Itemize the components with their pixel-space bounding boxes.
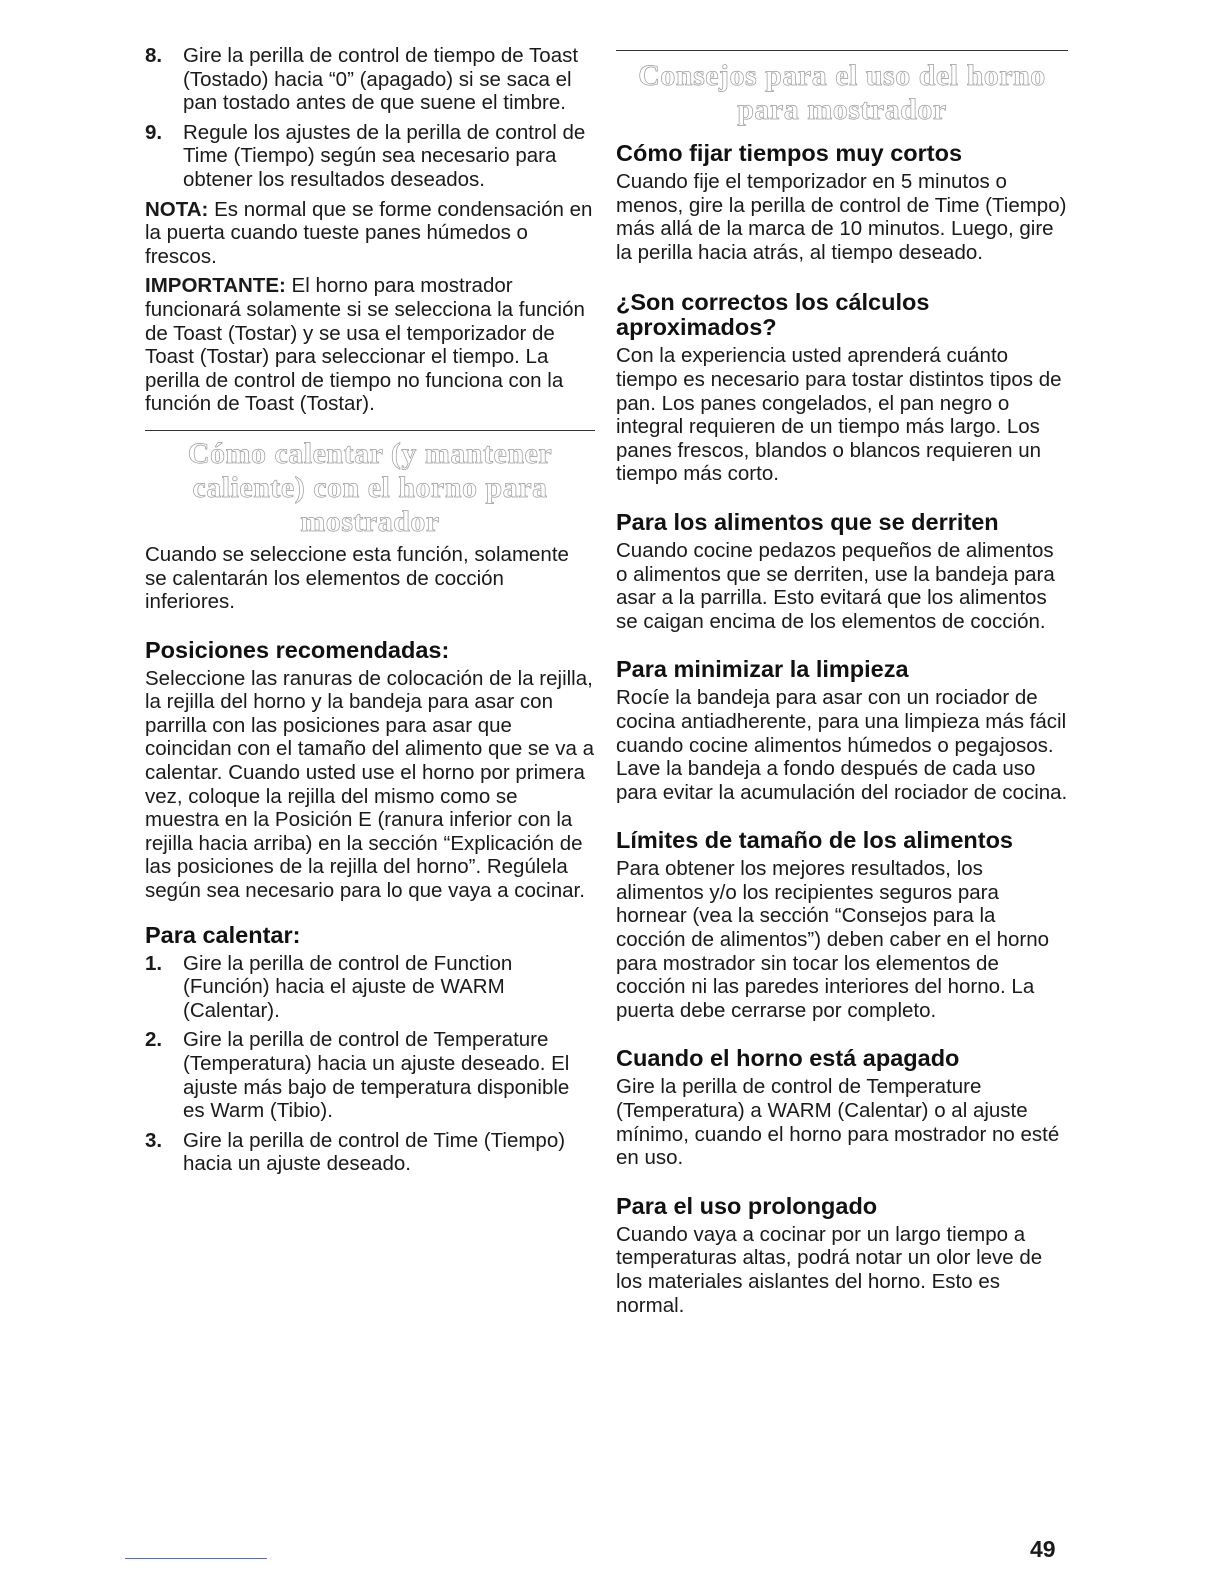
section-divider [145, 430, 595, 431]
important-text: El horno para mostrador funcionará solamente si se selecciona la función de Toast (Tostar) y se usa el temporizador de Toast (Tostar) para seleccionar el tiempo. La perilla de control de tiempo no funciona con la función de Toast (Tostar). [145, 274, 585, 416]
tip-block [616, 657, 1068, 804]
tip-text: Cuando cocine pedazos pequeños de alimentos o alimentos que se derriten, use la bandeja para asar a la parrilla. Esto evitará que los alimentos se caigan encima de los elementos de cocción. [616, 538, 1055, 633]
tip-text: Gire la perilla de control de Temperature (Temperatura) a WARM (Calentar) o al ajuste mínimo, cuando el horno para mostrador no esté en uso. [616, 1075, 1060, 1170]
list-item-step-9 [145, 121, 595, 192]
tip-block [616, 510, 1068, 633]
right-column [616, 50, 1068, 1317]
tip-text: Para obtener los mejores resultados, los alimentos y/o los recipientes seguros para hornear (vea la sección “Consejos para la cocción de alimentos”) deben caber en el horno para mostrador sin tocar los elementos de cocción ni las paredes interiores del horno. La puerta debe cerrarse por completo. [616, 857, 1050, 1022]
footer-line [125, 1558, 267, 1559]
warming-heading: Para calentar: [145, 921, 301, 948]
left-column [145, 44, 595, 1182]
tip-block [616, 1046, 1068, 1169]
tip-text: Cuando fije el temporizador en 5 minutos o menos, gire la perilla de control de Time (Tiempo) más allá de la marca de 10 minutos. Luego, gire la perilla hacia atrás, al tiempo deseado. [616, 170, 1067, 264]
important-paragraph [145, 274, 595, 416]
tip-block [616, 141, 1068, 264]
step-number: 1. [145, 951, 163, 975]
list-item-step-3 [145, 1129, 595, 1176]
step-text: Gire la perilla de control de Time (Tiempo) hacia un ajuste deseado. [183, 1128, 566, 1176]
tip-heading: Límites de tamaño de los alimentos [616, 827, 1013, 854]
section-title-tips: Consejos para el uso del horno para mostrador [638, 59, 1046, 126]
tip-block [616, 828, 1068, 1022]
tip-block [616, 1194, 1068, 1317]
warm-intro-paragraph: Cuando se seleccione esta función, solamente se calentarán los elementos de cocción inferiores. [145, 542, 569, 614]
step-number: 8. [145, 44, 163, 67]
tip-block [616, 290, 1068, 486]
positions-paragraph: Seleccione las ranuras de colocación de la rejilla, la rejilla del horno y la bandeja para asar con parrilla con las posiciones para asar que coincidan con el tamaño del alimento que se va a calentar. Cuando usted use el horno por primera vez, coloque la rejilla del mismo como se muestra en la Posición E (ranura inferior con la rejilla hacia arriba) en la sección “Explicación de las posiciones de la rejilla del horno”. Regúlela según sea necesario para lo que vaya a cocinar. [145, 666, 595, 903]
step-text: Regule los ajustes de la perilla de control de Time (Tiempo) según sea necesario para obtener los resultados deseados. [183, 120, 586, 191]
step-number: 9. [145, 120, 163, 144]
page-number: 49 [1030, 1536, 1056, 1562]
tip-heading: Cuando el horno está apagado [616, 1045, 960, 1072]
tip-heading: Para el uso prolongado [616, 1192, 878, 1219]
step-number: 2. [145, 1028, 163, 1052]
step-number: 3. [145, 1128, 163, 1152]
positions-heading: Posiciones recomendadas: [145, 636, 450, 663]
tip-text: Cuando vaya a cocinar por un largo tiempo a temperaturas altas, podrá notar un olor leve de los materiales aislantes del horno. Esto es normal. [616, 1222, 1043, 1317]
tip-heading: Para los alimentos que se derriten [616, 508, 999, 535]
tip-heading: Para minimizar la limpieza [616, 656, 909, 683]
list-item-step-8 [145, 44, 595, 115]
tip-text: Con la experiencia usted aprenderá cuánto tiempo es necesario para tostar distintos tipos de pan. Los panes congelados, el pan negro o integral requieren de un tiempo más largo. Los panes frescos, blandos o blancos requieren un tiempo más corto. [616, 344, 1062, 486]
step-text: Gire la perilla de control de tiempo de Toast (Tostado) hacia “0” (apagado) si se saca el pan tostado antes de que suene el timbre. [183, 44, 579, 115]
tip-heading: Cómo fijar tiempos muy cortos [616, 140, 963, 166]
step-text: Gire la perilla de control de Function (Función) hacia el ajuste de WARM (Calentar). [183, 951, 513, 1022]
section-divider [616, 50, 1068, 51]
section-title-warm: Cómo calentar (y mantener caliente) con el horno para mostrador [187, 436, 553, 538]
important-label: IMPORTANTE: [145, 274, 286, 298]
list-item-step-1 [145, 952, 595, 1023]
note-label: NOTA: [145, 197, 209, 221]
list-item-step-2 [145, 1028, 595, 1122]
note-text: Es normal que se forme condensación en la puerta cuando tueste panes húmedos o frescos. [145, 197, 593, 268]
tip-heading: ¿Son correctos los cálculos aproximados? [616, 289, 930, 341]
note-paragraph [145, 198, 595, 269]
step-text: Gire la perilla de control de Temperature (Temperatura) hacia un ajuste deseado. El ajuste más bajo de temperatura disponible es Warm (Tibio). [183, 1028, 570, 1123]
tip-text: Rocíe la bandeja para asar con un rociador de cocina antiadherente, para una limpieza más fácil cuando cocine alimentos húmedos o pegajosos. Lave la bandeja a fondo después de cada uso para evitar la acumulación del rociador de cocina. [616, 686, 1068, 804]
